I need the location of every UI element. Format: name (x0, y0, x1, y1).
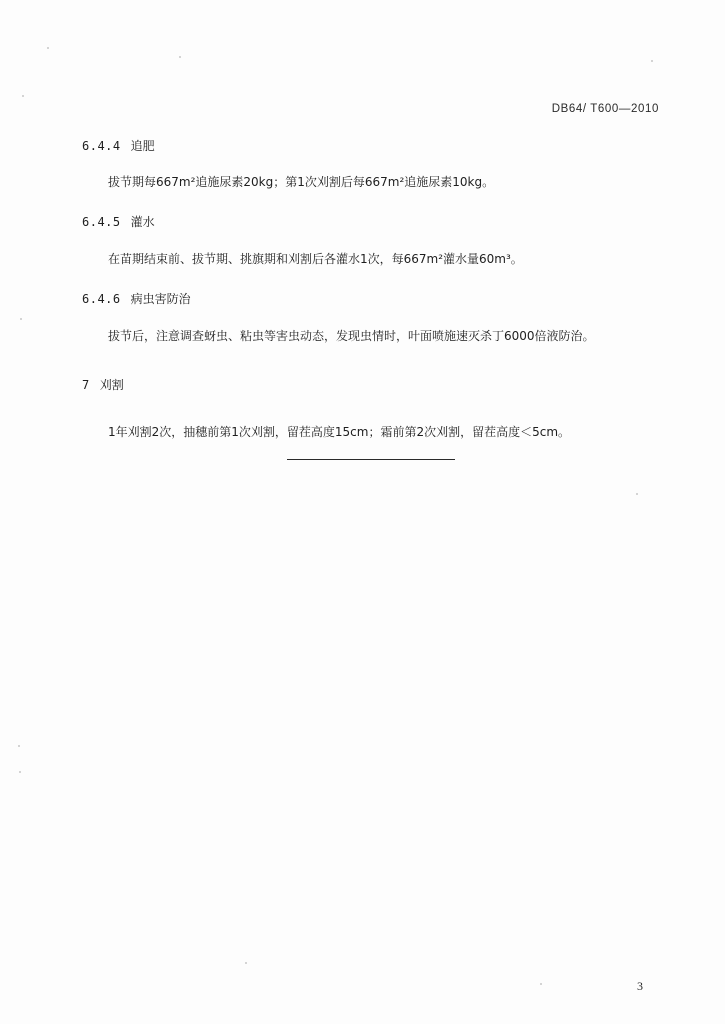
scan-speck (47, 47, 49, 49)
scan-speck (22, 95, 24, 97)
section-number: 7 (82, 378, 90, 392)
section-heading-6-4-6 (82, 290, 191, 307)
page-number: 3 (637, 979, 643, 993)
section-title: 灌水 (130, 215, 155, 229)
scan-speck (651, 60, 653, 62)
end-of-document-rule (287, 459, 455, 460)
section-heading-6-4-5 (82, 213, 155, 230)
section-heading-6-4-4 (82, 137, 155, 154)
section-heading-7 (82, 376, 124, 393)
scan-speck (245, 962, 247, 964)
scan-speck (19, 771, 21, 773)
section-title: 刈割 (99, 378, 124, 392)
section-paragraph-7: 1年刈割2次，抽穗前第1次刈割，留茬高度15cm；霜前第2次刈割，留茬高度＜5cm。 (108, 425, 571, 439)
section-number: 6.4.5 (82, 215, 121, 229)
section-paragraph-6-4-6: 拔节后，注意调查蚜虫、粘虫等害虫动态，发现虫情时，叶面喷施速灭杀丁6000倍液防治。 (108, 329, 595, 343)
scan-speck (18, 745, 20, 747)
scan-speck (20, 318, 22, 320)
scan-speck (636, 493, 638, 495)
section-paragraph-6-4-4: 拔节期每667m²追施尿素20kg；第1次刈割后每667m²追施尿素10kg。 (108, 175, 495, 189)
section-paragraph-6-4-5: 在苗期结束前、拔节期、挑旗期和刈割后各灌水1次，每667m²灌水量60m³。 (108, 252, 523, 266)
scan-speck (540, 983, 542, 985)
section-title: 追肥 (130, 139, 155, 153)
scan-speck (179, 56, 181, 58)
section-number: 6.4.6 (82, 292, 121, 306)
section-number: 6.4.4 (82, 139, 121, 153)
section-title: 病虫害防治 (130, 292, 191, 306)
document-code: DB64/ T600—2010 (551, 103, 659, 115)
